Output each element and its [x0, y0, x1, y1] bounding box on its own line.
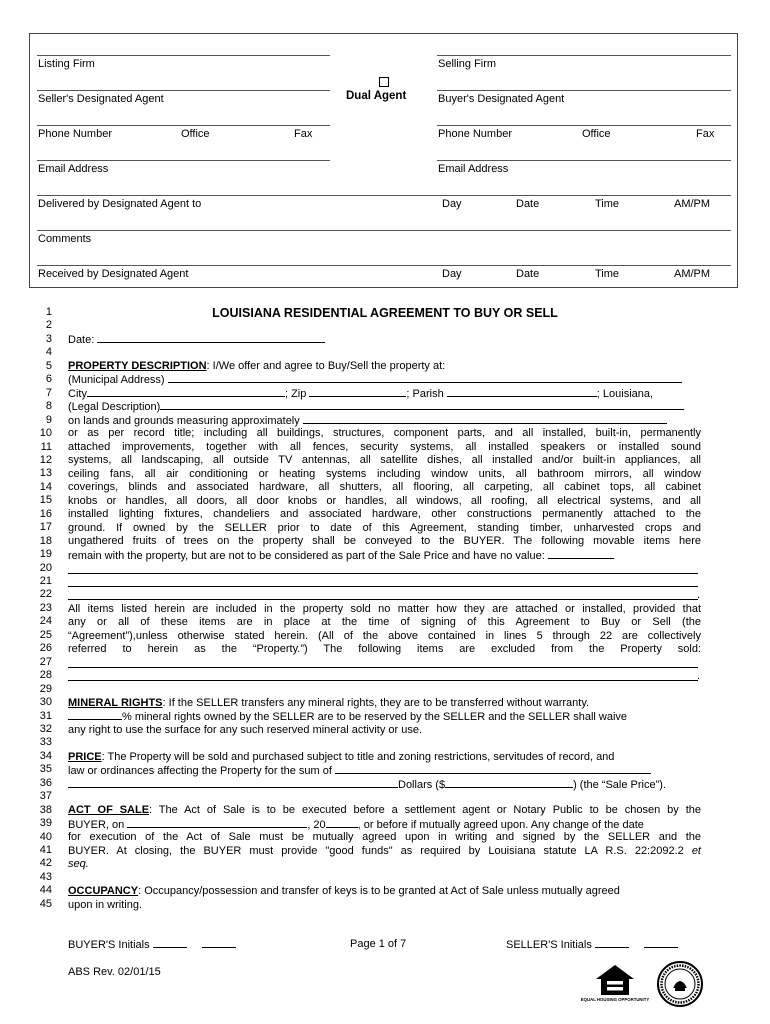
- office-left-label: Office: [181, 128, 210, 140]
- mineral-percent-row: [68, 710, 701, 723]
- body-line-15: knobs or handles, all doors, all door knobs or handles, all windows, all roofing, all electrical systems, and all: [68, 495, 701, 507]
- line-number: 39: [39, 817, 52, 830]
- date-label-1: Date: [516, 198, 540, 210]
- line-number: 33: [39, 736, 52, 749]
- price-row: [68, 751, 701, 763]
- line-number: 2: [45, 319, 52, 332]
- time-label-2: Time: [595, 268, 620, 280]
- line-number: 10: [39, 427, 52, 440]
- phone-right-line[interactable]: [437, 125, 731, 126]
- mineral-rights-heading: MINERAL RIGHTS: [68, 697, 163, 709]
- document-title: LOUISIANA RESIDENTIAL AGREEMENT TO BUY OR SELL: [212, 306, 558, 320]
- act-of-sale-text: : The Act of Sale is to be executed before a settlement agent or Notary Public to be chosen by the: [149, 804, 701, 816]
- date-field[interactable]: [97, 333, 325, 343]
- occupancy-heading: OCCUPANCY: [68, 885, 139, 897]
- sellers-agent-label: Seller's Designated Agent: [38, 93, 164, 105]
- body-line-19: [68, 549, 701, 562]
- excluded-items-line-27[interactable]: [68, 667, 698, 668]
- email-right-line[interactable]: [437, 160, 731, 161]
- body-line-13: ceiling fans, all air conditioning or heating systems including window units, all bathroom mirrors, all window: [68, 468, 701, 480]
- louisiana-label: ; Louisiana,: [596, 388, 654, 400]
- line-number: 42: [39, 857, 52, 870]
- mineral-rights-text: : If the SELLER transfers any mineral rights, they are to be transferred without warranty.: [162, 697, 590, 709]
- mineral-percent-field[interactable]: [68, 710, 122, 720]
- buyers-initials-row: [68, 938, 236, 951]
- seller-initials-field-1[interactable]: [595, 938, 629, 948]
- delivered-label: Delivered by Designated Agent to: [38, 198, 202, 210]
- body-line-16: installed lighting fixtures, chandeliers and associated hardware, other constructions permanently attached to the: [68, 508, 701, 520]
- price-words-field[interactable]: [68, 778, 398, 788]
- received-line[interactable]: [37, 265, 731, 266]
- line-number: 17: [39, 521, 52, 534]
- eho-logo-text: EQUAL HOUSING OPPORTUNITY: [580, 997, 650, 1002]
- buyer-initials-field-2[interactable]: [202, 938, 236, 948]
- price-sum-label: law or ordinances affecting the Property for the sum of: [68, 765, 332, 777]
- line-number: 15: [39, 494, 52, 507]
- movable-items-line-20[interactable]: [68, 573, 698, 574]
- body-line-32: any right to use the surface for any such reserved mineral activity or use.: [68, 724, 422, 736]
- act-of-sale-row: [68, 804, 701, 816]
- day-label-1: Day: [442, 198, 462, 210]
- line-number: 14: [39, 480, 52, 493]
- buyers-initials-label: BUYER'S Initials: [68, 939, 150, 951]
- ampm-label-2: AM/PM: [674, 268, 711, 280]
- land-measurement-row: [68, 414, 701, 427]
- line-number: 34: [39, 749, 52, 762]
- selling-firm-label: Selling Firm: [438, 58, 497, 70]
- received-label: Received by Designated Agent: [38, 268, 189, 280]
- line-number: 8: [45, 400, 52, 413]
- line-number: 40: [39, 830, 52, 843]
- date-label-2: Date: [516, 268, 540, 280]
- movable-items-line-21[interactable]: [68, 586, 698, 587]
- fax-right-label: Fax: [696, 128, 715, 140]
- line-number: 43: [39, 870, 52, 883]
- line-number: 31: [39, 709, 52, 722]
- line-number: 13: [39, 467, 52, 480]
- day-label-2: Day: [442, 268, 462, 280]
- property-description-intro: : I/We offer and agree to Buy/Sell the property at:: [206, 360, 446, 372]
- body-line-45: upon in writing.: [68, 899, 142, 911]
- fax-left-label: Fax: [294, 128, 313, 140]
- line-number: 18: [39, 534, 52, 547]
- line-number: 23: [39, 601, 52, 614]
- selling-firm-line[interactable]: [437, 55, 731, 56]
- sellers-initials-label: SELLER'S Initials: [506, 939, 592, 951]
- buyers-agent-label: Buyer's Designated Agent: [438, 93, 565, 105]
- sale-price-label: ) (the “Sale Price”).: [573, 779, 666, 791]
- price-text: : The Property will be sold and purchased subject to title and zoning restrictions, servitudes of record, and: [101, 751, 615, 763]
- line-number: 12: [39, 453, 52, 466]
- line-number: 19: [39, 548, 52, 561]
- line-number: 37: [39, 790, 52, 803]
- line-number: 25: [39, 628, 52, 641]
- body-line-17: ground. If owned by the SELLER prior to date of this Agreement, standing timber, unharvested crops and: [68, 522, 701, 534]
- good-funds-text: BUYER. At closing, the BUYER must provide "good funds" as required by Louisiana statute LA R.S. 22:2092.2: [68, 845, 684, 857]
- line-number: 38: [39, 803, 52, 816]
- comments-label: Comments: [38, 233, 92, 245]
- city-row: [68, 387, 701, 400]
- phone-left-line[interactable]: [37, 125, 330, 126]
- revision-label: ABS Rev. 02/01/15: [68, 966, 161, 978]
- line-number: 7: [45, 386, 52, 399]
- email-left-line[interactable]: [37, 160, 330, 161]
- delivered-line[interactable]: [37, 195, 731, 196]
- louisiana-real-estate-commission-seal: [656, 960, 704, 1008]
- email-right-label: Email Address: [438, 163, 509, 175]
- price-heading: PRICE: [68, 751, 102, 763]
- legal-description-label: (Legal Description): [68, 401, 161, 413]
- legal-description-row: [68, 400, 701, 413]
- ampm-label-1: AM/PM: [674, 198, 711, 210]
- body-line-26: referred to herein as the “Property.”) The following items are excluded from the Property sold:: [68, 643, 701, 655]
- occupancy-row: [68, 885, 701, 897]
- phone-left-label: Phone Number: [38, 128, 112, 140]
- comments-line[interactable]: [37, 230, 731, 231]
- zip-field[interactable]: [309, 387, 406, 397]
- body-line-12: systems, all landscaping, all outside TV antennas, all satellite dishes, all installed and/or built-in appliances, all: [68, 454, 701, 466]
- line-number: 29: [39, 682, 52, 695]
- line-number: 45: [39, 897, 52, 910]
- movable-items-text: remain with the property, but are not to be considered as part of the Sale Price and have no value:: [68, 550, 545, 562]
- buyer-initials-field-1[interactable]: [153, 938, 187, 948]
- property-description-heading: PROPERTY DESCRIPTION: [68, 360, 207, 372]
- city-field[interactable]: [87, 387, 285, 397]
- line-number: 27: [39, 655, 52, 668]
- date-row: [68, 333, 701, 346]
- office-right-label: Office: [582, 128, 611, 140]
- line-number: 44: [39, 884, 52, 897]
- body-line-14: coverings, blinds and associated hardware, all shutters, all flooring, all carpeting, all cabinet tops, all cabinet: [68, 481, 701, 493]
- page-number: Page 1 of 7: [350, 938, 407, 950]
- body-line-11: attached improvements, together with all fences, security systems, all installed speakers or installed sound: [68, 441, 701, 453]
- line-number: 9: [45, 413, 52, 426]
- et-text: et: [691, 845, 701, 857]
- dual-agent-label: Dual Agent: [346, 90, 407, 102]
- municipal-address-row: [68, 373, 701, 386]
- line-number: 22: [39, 588, 52, 601]
- property-description-row: [68, 360, 701, 372]
- act-of-sale-heading: ACT OF SALE: [68, 804, 150, 816]
- equal-housing-opportunity-logo: [580, 963, 650, 1007]
- land-measurement-label: on lands and grounds measuring approximately: [68, 415, 300, 427]
- municipal-address-label: (Municipal Address): [68, 374, 165, 386]
- body-line-40: for execution of the Act of Sale must be mutually agreed upon in writing and signed by the SELLER and the: [68, 831, 701, 843]
- listing-firm-label: Listing Firm: [38, 58, 95, 70]
- sellers-initials-row: [506, 938, 678, 951]
- act-of-sale-date-row: [68, 818, 701, 831]
- line-number: 36: [39, 776, 52, 789]
- body-line-10: or as per record title; including all buildings, structures, component parts, and all installed, built-in, permanently: [68, 427, 701, 439]
- line-number: 26: [39, 642, 52, 655]
- price-sum-field[interactable]: [335, 764, 651, 774]
- price-sum-row: [68, 764, 701, 777]
- body-line-42: seq.: [68, 858, 89, 870]
- price-dollars-row: [68, 778, 701, 791]
- legal-description-field[interactable]: [160, 400, 684, 410]
- line-number: 24: [39, 615, 52, 628]
- mineral-percent-text: % mineral rights owned by the SELLER are to be reserved by the SELLER and the SELLER shall waive: [122, 711, 628, 723]
- buyer-on-label: BUYER, on: [68, 819, 125, 831]
- line-number: 35: [39, 763, 52, 776]
- line-number: 28: [39, 669, 52, 682]
- seller-initials-field-2[interactable]: [644, 938, 678, 948]
- mineral-rights-row: [68, 697, 701, 709]
- line-number: 20: [39, 561, 52, 574]
- line-22-period: .: [697, 589, 701, 601]
- date-label: Date:: [68, 334, 95, 346]
- body-line-41: [68, 845, 701, 857]
- line-number: 21: [39, 575, 52, 587]
- line-number: 32: [39, 722, 52, 735]
- movable-items-line-22[interactable]: [68, 599, 698, 600]
- line-number: 16: [39, 507, 52, 520]
- phone-right-label: Phone Number: [438, 128, 512, 140]
- year-prefix-label: , 20: [307, 819, 326, 831]
- excluded-items-line-28[interactable]: [68, 680, 698, 681]
- line-number: 5: [45, 359, 52, 372]
- email-left-label: Email Address: [38, 163, 109, 175]
- body-line-25: “Agreement”),unless otherwise stated herein. (All of the above contained in lines 5 through 22 are collectively: [68, 630, 701, 642]
- dual-agent-checkbox[interactable]: [379, 77, 389, 87]
- act-of-sale-date-text: , or before if mutually agreed upon. Any change of the date: [357, 819, 644, 831]
- movable-items-field[interactable]: [548, 549, 614, 559]
- sellers-agent-line[interactable]: [37, 90, 330, 91]
- time-label-1: Time: [595, 198, 620, 210]
- line-number: 1: [45, 306, 52, 318]
- line-number: 41: [39, 844, 52, 856]
- municipal-address-field[interactable]: [168, 373, 682, 383]
- parish-field[interactable]: [447, 387, 597, 397]
- line-28-period: .: [697, 670, 701, 682]
- body-line-18: ungathered fruits of trees on the property shall be conveyed to the BUYER. The following movable items here: [68, 535, 701, 547]
- zip-label: ; Zip: [284, 388, 307, 400]
- body-line-23: All items listed herein are included in the property sold no matter how they are attached or installed, provided that: [68, 603, 701, 615]
- line-number: 4: [45, 346, 52, 359]
- line-number: 6: [45, 373, 52, 386]
- line-number: 3: [45, 332, 52, 345]
- body-line-24: any or all of these items are in place at the time of signing of this Agreement to Buy or Sell (the: [68, 616, 701, 628]
- price-amount-field[interactable]: [445, 778, 573, 788]
- city-label: City: [68, 388, 87, 400]
- buyers-agent-line[interactable]: [437, 90, 731, 91]
- parish-label: ; Parish: [406, 388, 444, 400]
- line-number: 30: [39, 696, 52, 709]
- line-number: 11: [40, 440, 52, 453]
- dollars-label: Dollars ($: [398, 779, 446, 791]
- listing-firm-line[interactable]: [37, 55, 330, 56]
- land-measurement-field[interactable]: [303, 414, 667, 424]
- act-of-sale-date-field[interactable]: [127, 818, 307, 828]
- occupancy-text: : Occupancy/possession and transfer of keys is to be granted at Act of Sale unless mutually agreed: [138, 885, 620, 897]
- act-of-sale-year-field[interactable]: [326, 818, 358, 828]
